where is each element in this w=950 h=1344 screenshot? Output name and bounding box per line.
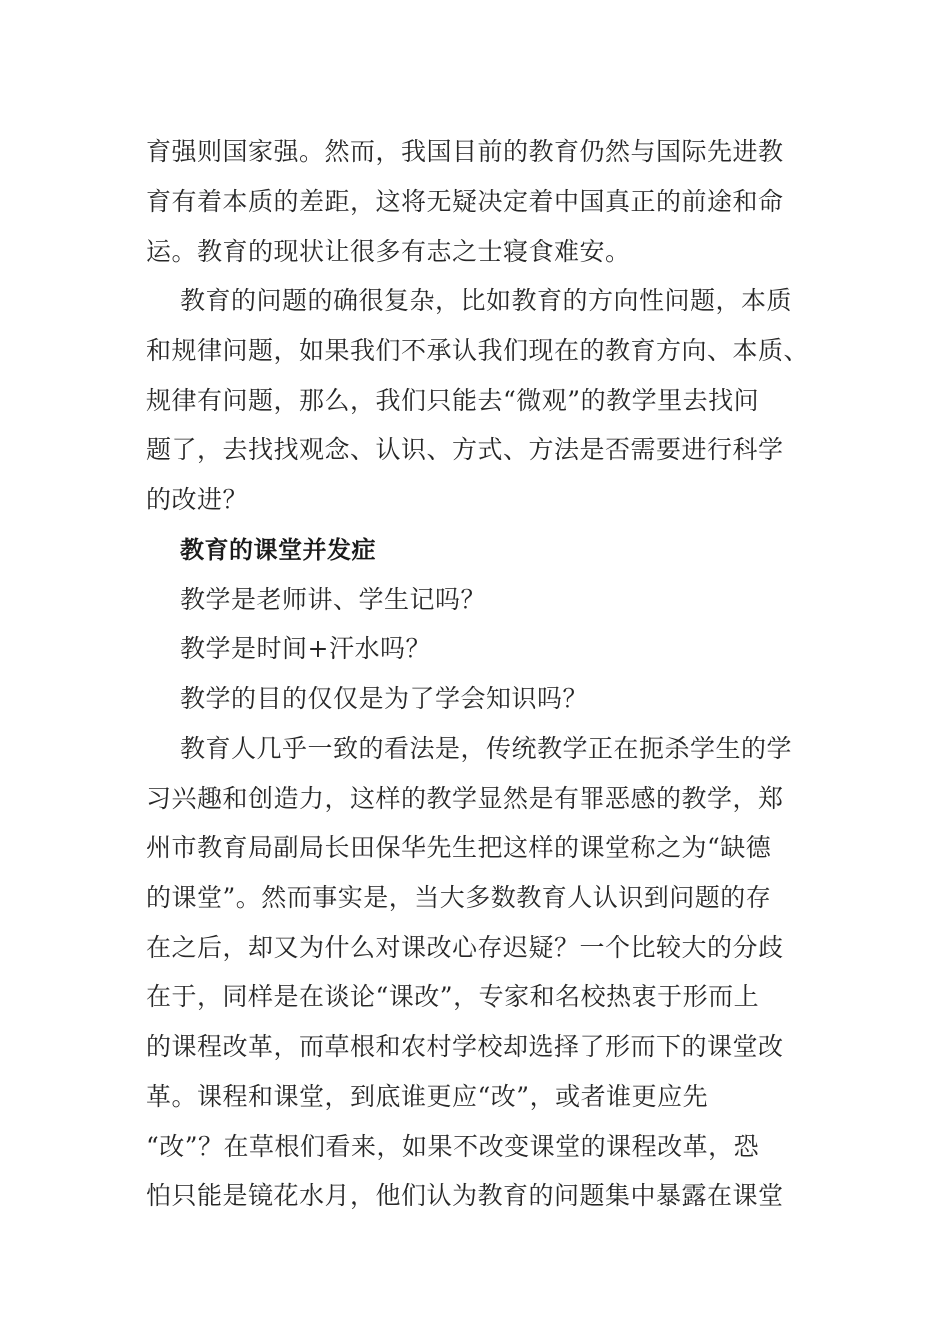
text-line: 规律有问题，那么，我们只能去“微观”的教学里去找问 <box>146 386 760 415</box>
text-line: 的课程改革，而草根和农村学校却选择了形而下的课堂改 <box>146 1032 784 1061</box>
text-line: 的课堂”。然而事实是，当大多数教育人认识到问题的存 <box>146 883 772 912</box>
text-line: 州市教育局副局长田保华先生把这样的课堂称之为“缺德 <box>146 833 772 862</box>
text-line: 习兴趣和创造力，这样的教学显然是有罪恶感的教学，郑 <box>146 784 784 813</box>
question-line: 教学的目的仅仅是为了学会知识吗？ <box>180 684 589 713</box>
section-heading: 教育的课堂并发症 <box>180 536 376 564</box>
text-line: 怕只能是镜花水月，他们认为教育的问题集中暴露在课堂 <box>146 1181 784 1210</box>
text-line: 育有着本质的差距，这将无疑决定着中国真正的前途和命 <box>146 187 784 216</box>
question-line: 教学是时间+汗水吗？ <box>180 634 431 663</box>
text-line: 育强则国家强。然而，我国目前的教育仍然与国际先进教 <box>146 137 784 166</box>
text-line: 运。教育的现状让很多有志之士寝食难安。 <box>146 237 631 266</box>
text-line: 和规律问题，如果我们不承认我们现在的教育方向、本质、 <box>146 336 810 365</box>
paragraph-first-line: 教育的问题的确很复杂，比如教育的方向性问题，本质 <box>180 286 793 315</box>
text-line: “改”？在草根们看来，如果不改变课堂的课程改革，恐 <box>146 1132 760 1161</box>
text-line: 在之后，却又为什么对课改心存迟疑？一个比较大的分歧 <box>146 933 784 962</box>
text-line: 的改进？ <box>146 485 249 514</box>
text-line: 在于，同样是在谈论“课改”，专家和名校热衷于形而上 <box>146 982 760 1011</box>
text-line: 题了，去找找观念、认识、方式、方法是否需要进行科学 <box>146 435 784 464</box>
text-line: 革。课程和课堂，到底谁更应“改”，或者谁更应先 <box>146 1082 709 1111</box>
paragraph-first-line: 教育人几乎一致的看法是，传统教学正在扼杀学生的学 <box>180 734 793 763</box>
question-line: 教学是老师讲、学生记吗？ <box>180 585 487 614</box>
